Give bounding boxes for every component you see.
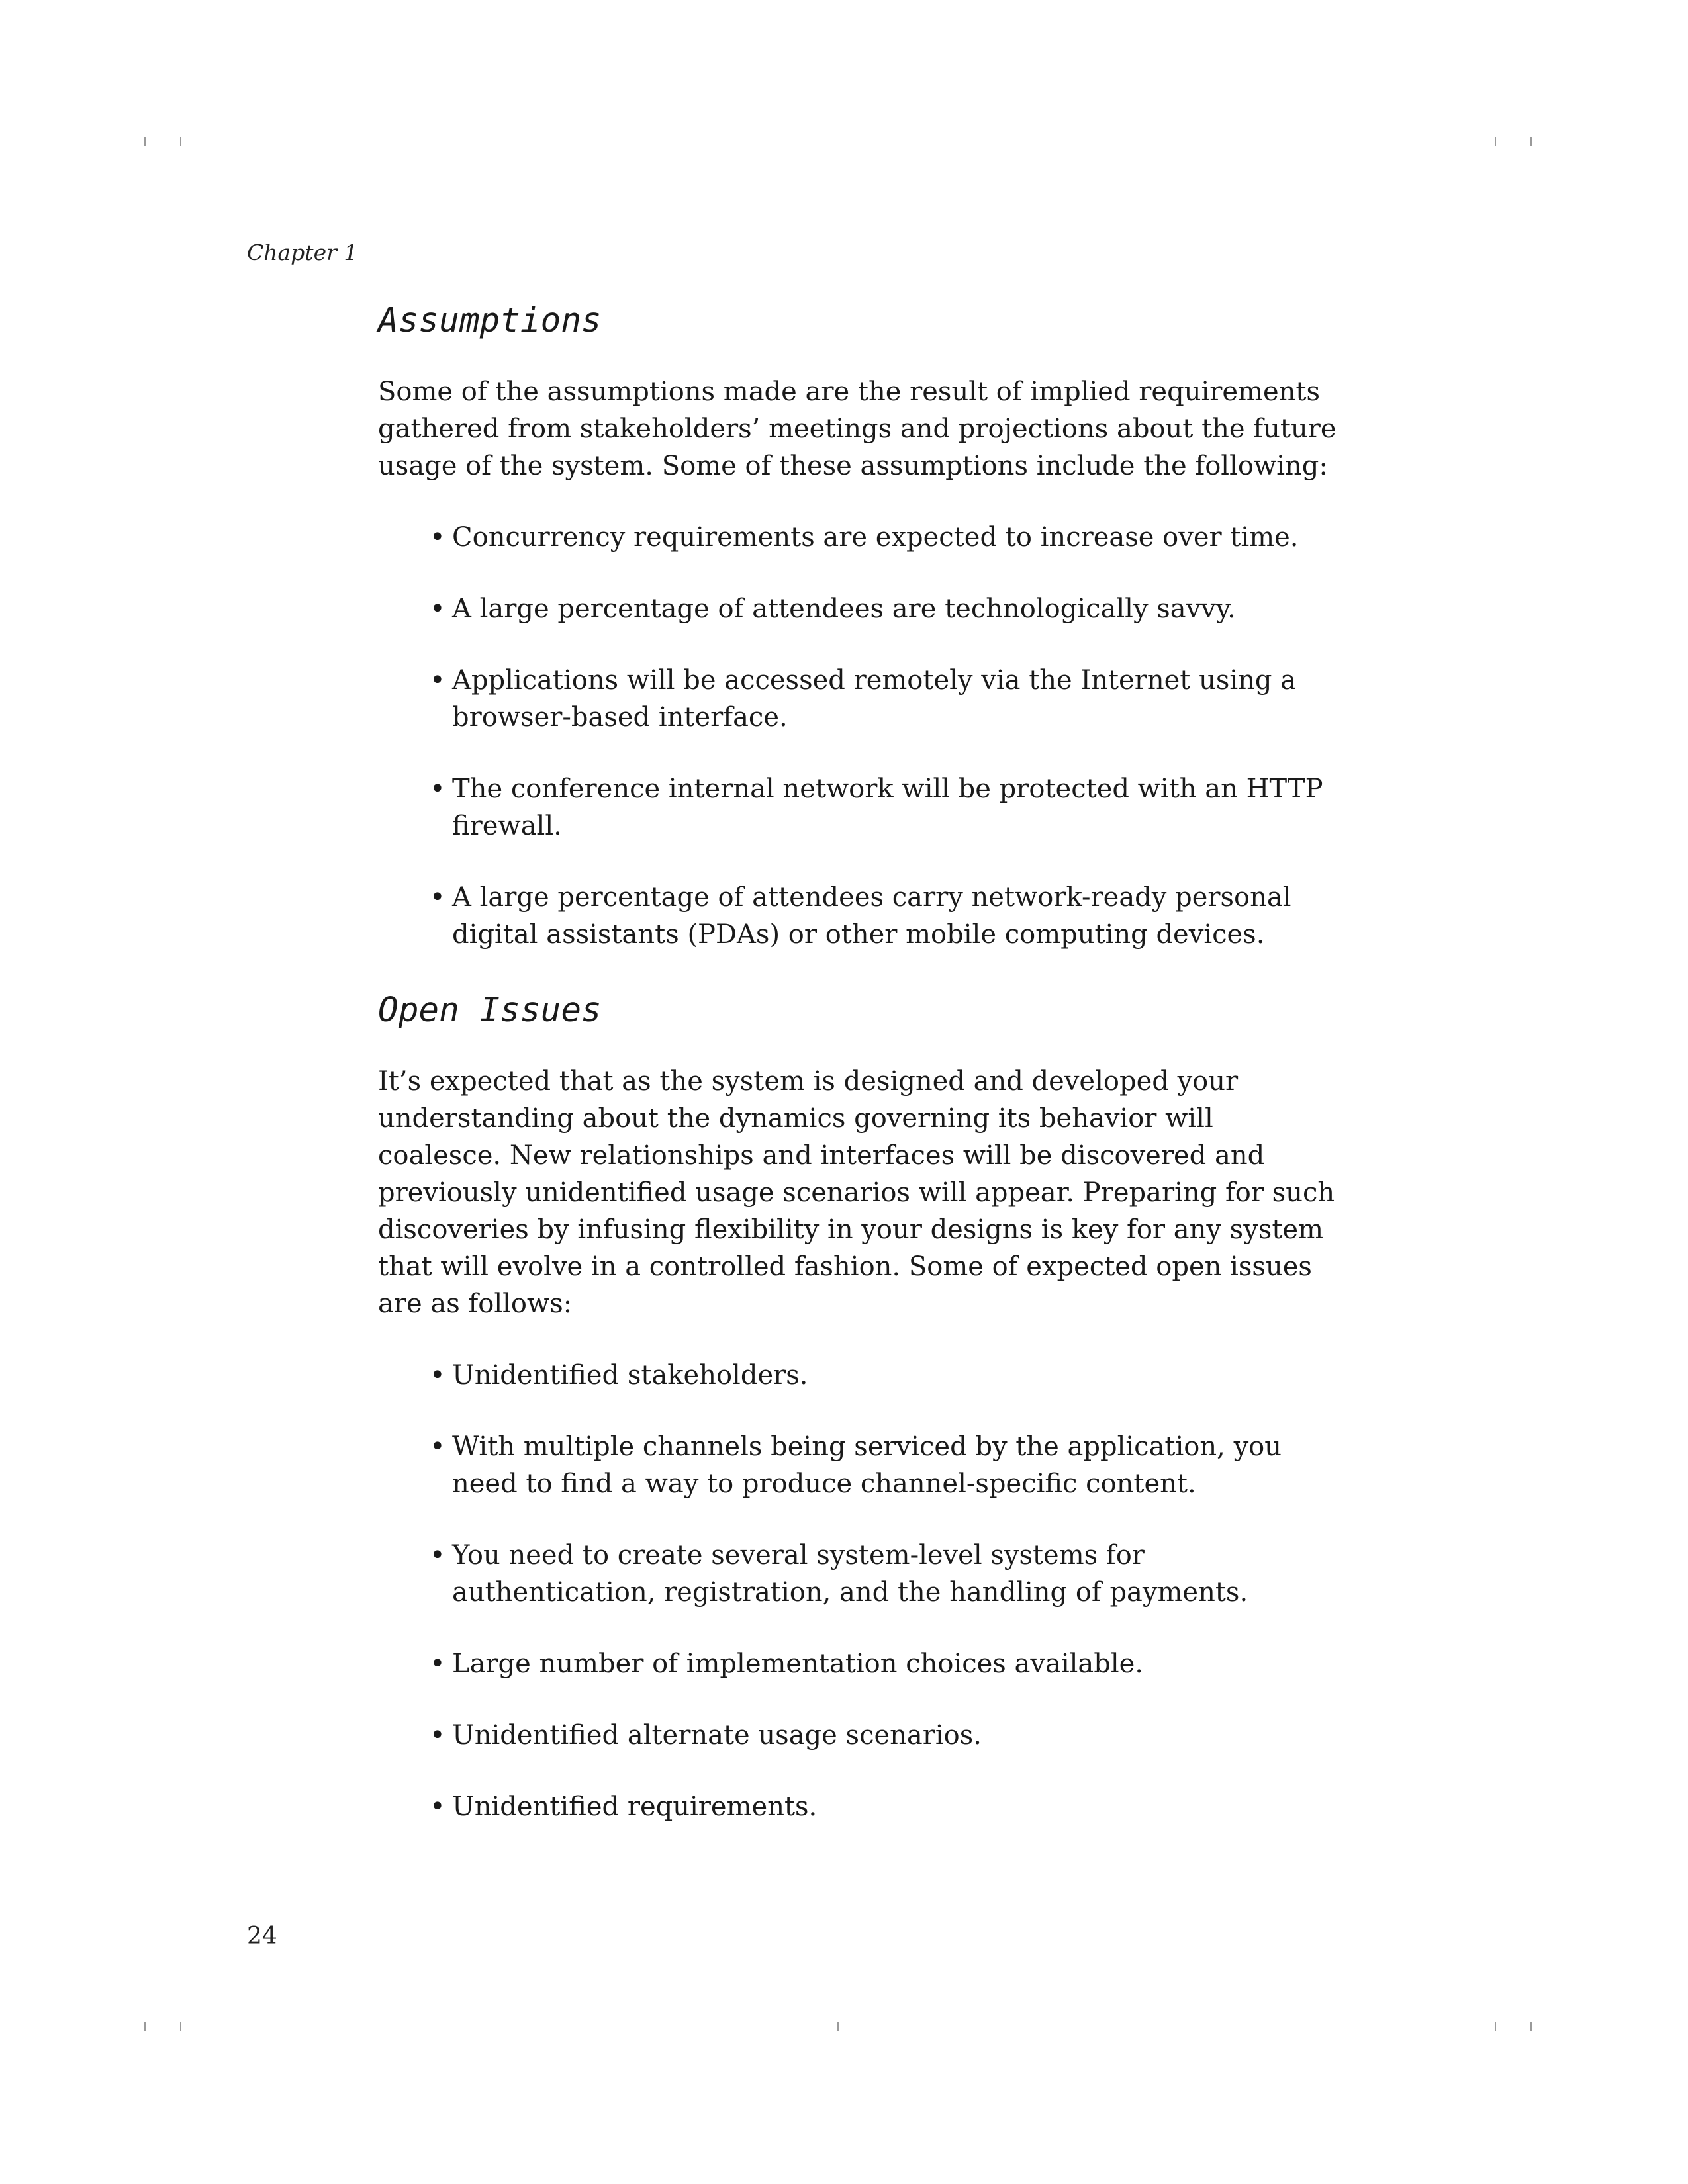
crop-mark — [1495, 137, 1496, 146]
running-head: Chapter 1 — [247, 240, 358, 265]
bullet-icon: • — [430, 594, 445, 624]
bullet-icon: • — [430, 774, 445, 804]
list-item — [378, 662, 1338, 736]
crop-mark — [837, 2022, 839, 2031]
list-item-text: Unidentified requirements. — [452, 1792, 818, 1822]
list-item-text: Applications will be accessed remotely via the Internet using a browser-based interface. — [452, 665, 1297, 733]
list-item — [378, 1357, 1338, 1394]
list-item — [378, 770, 1338, 844]
list-item — [378, 879, 1338, 953]
list-item — [378, 1645, 1338, 1682]
section-intro: Some of the assumptions made are the result of implied requirements gathered from stakeholders’ meetings and projections about the future usage of the system. Some of these assumptions include the following: — [378, 377, 1336, 481]
bullet-icon: • — [430, 1540, 445, 1570]
crop-mark — [144, 2022, 146, 2031]
list-item-text: Unidentified stakeholders. — [452, 1360, 808, 1390]
list-item-text: The conference internal network will be protected with an HTTP firewall. — [452, 774, 1323, 841]
crop-mark — [180, 2022, 181, 2031]
crop-mark — [1495, 2022, 1496, 2031]
section-heading: Assumptions — [378, 301, 602, 340]
crop-mark — [144, 137, 146, 146]
list-item — [378, 1788, 1338, 1825]
section-assumptions — [378, 301, 1338, 987]
list-item — [378, 1428, 1338, 1502]
list-item-text: You need to create several system-level systems for authentication, registration, and the handling of payments. — [452, 1540, 1248, 1608]
bullet-icon: • — [430, 1360, 445, 1390]
crop-mark — [1530, 2022, 1532, 2031]
list-item-text: Unidentified alternate usage scenarios. — [452, 1720, 982, 1751]
crop-mark — [1530, 137, 1532, 146]
list-item — [378, 1537, 1338, 1611]
section-open-issues — [378, 991, 1338, 1860]
section-intro: It’s expected that as the system is designed and developed your understanding about the dynamics governing its behavior will coalesce. New relationships and interfaces will be discovered and previously unidentified usage scenarios will appear. Preparing for such discoveries by infusing flexibility in your designs is key for any system that will evolve in a controlled fashion. Some of expected open issues are as follows: — [378, 1066, 1335, 1319]
list-item — [378, 590, 1338, 627]
list-item-text: Concurrency requirements are expected to increase over time. — [452, 522, 1299, 553]
list-item-text: A large percentage of attendees carry network-ready personal digital assistants (PDAs) or other mobile computing devices. — [452, 882, 1291, 950]
bullet-icon: • — [430, 1432, 445, 1462]
page-number: 24 — [247, 1923, 277, 1950]
bullet-icon: • — [430, 665, 445, 696]
list-item-text: A large percentage of attendees are technologically savvy. — [452, 594, 1236, 624]
bullet-list — [378, 519, 1338, 953]
crop-mark — [180, 137, 181, 146]
bullet-icon: • — [430, 1649, 445, 1679]
list-item — [378, 519, 1338, 556]
list-item-text: With multiple channels being serviced by the application, you need to find a way to produce channel-specific content. — [452, 1432, 1282, 1499]
list-item-text: Large number of implementation choices available. — [452, 1649, 1144, 1679]
bullet-list — [378, 1357, 1338, 1825]
bullet-icon: • — [430, 1792, 445, 1822]
list-item — [378, 1717, 1338, 1754]
bullet-icon: • — [430, 522, 445, 553]
bullet-icon: • — [430, 1720, 445, 1751]
section-heading: Open Issues — [378, 991, 602, 1030]
bullet-icon: • — [430, 882, 445, 913]
